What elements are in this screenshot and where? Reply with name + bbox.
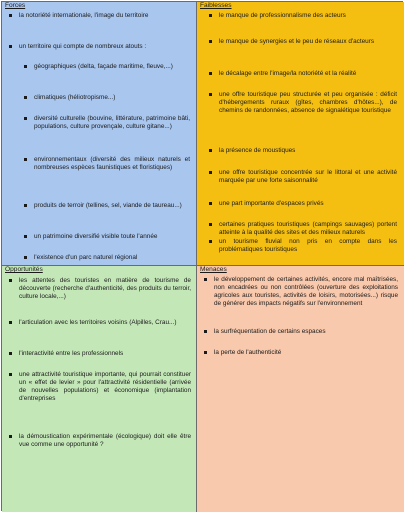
list-item: la présence de moustiques: [219, 147, 397, 155]
list-item: le manque de synergies et le peu de réseaux d'acteurs: [219, 38, 397, 46]
list-item: l'existence d'un parc naturel régional: [34, 254, 190, 262]
list-item: le décalage entre l'image/la notoriété et la réalité: [219, 70, 397, 78]
opportunites-quadrant: [2, 266, 197, 512]
list-item: une attractivité touristique importante, qui pourrait constituer un « effet de levier » pour l'attractivité résidentielle (arrivée de nouvelles populations) et économique (implantation d'entreprises: [19, 371, 191, 403]
faiblesses-title: Faiblesses: [200, 2, 232, 9]
list-item: la démoustication expérimentale (écologique) doit elle être vue comme une opportunité ?: [19, 433, 191, 449]
list-item: environnementaux (diversité des milieux naturels et nombreuses espèces faunistiques et floristiques): [34, 156, 190, 172]
list-item: une offre touristique concentrée sur le littoral et une activité marquée par une forte saisonnalité: [219, 169, 397, 185]
list-item: une part importante d'espaces privés: [219, 200, 397, 208]
list-item: le manque de professionnalisme des acteurs: [219, 12, 397, 20]
list-item: produits de terroir (tellines, sel, viande de taureau...): [34, 202, 190, 210]
list-item: le développement de certaines activités, encore mal maîtrisées, non encadrées ou non contrôlées (ouverture des exploitations agricoles aux touristes, activités de loisirs, motorisées...) risque de générer des impacts négatifs sur l'environnement: [214, 276, 398, 308]
list-item: la surfréquentation de certains espaces: [214, 328, 398, 336]
list-item: l'interactivité entre les professionnels: [19, 350, 191, 358]
list-item: un tourisme fluvial non pris en compte dans les problématiques touristiques: [219, 238, 397, 254]
list-item: diversité culturelle (bouvine, littérature, patrimoine bâti, populations, culture provençale, culture gitane...): [34, 115, 190, 131]
list-item: un patrimoine diversifié visible toute l'année: [34, 233, 190, 241]
forces-title: Forces: [5, 2, 26, 9]
list-item: la notoriété internationale, l'image du territoire: [19, 12, 191, 20]
faiblesses-quadrant: [197, 2, 404, 266]
forces-quadrant: [2, 2, 197, 266]
list-item: une offre touristique peu structurée et peu organisée : déficit d'hébergements ruraux (gîtes, chambres d'hôtes...), de chemins de randonnées, absence de signalétique touristique: [219, 91, 397, 115]
list-item: géographiques (delta, façade maritime, fleuve,...): [34, 63, 190, 71]
list-item: certaines pratiques touristiques (campings sauvages) portent atteinte à la qualité des sites et des milieux naturels: [219, 221, 397, 237]
list-item: un territoire qui compte de nombreux atouts :: [19, 43, 191, 51]
list-item: la perte de l'authenticité: [214, 349, 398, 357]
menaces-quadrant: [197, 266, 404, 512]
menaces-title: Menaces: [200, 266, 227, 273]
swot-table: [1, 1, 403, 511]
list-item: les attentes des touristes en matière de tourisme de découverte (recherche d'authenticité, des produits du terroir, culture locale,...): [19, 277, 191, 301]
list-item: l'articulation avec les territoires voisins (Alpilles, Crau...): [19, 319, 191, 327]
list-item: climatiques (héliotropisme...): [34, 94, 190, 102]
opportunites-title: Opportunités: [5, 266, 43, 273]
